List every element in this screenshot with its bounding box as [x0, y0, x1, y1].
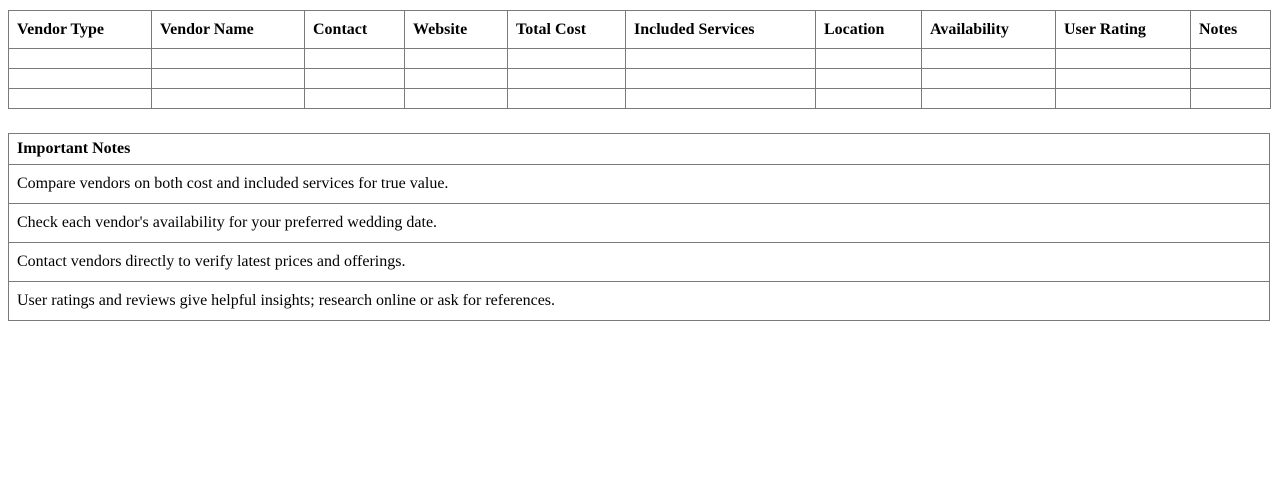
empty-cell [816, 49, 922, 69]
column-header-vendor-type: Vendor Type [9, 11, 152, 49]
note-row-2 [9, 204, 1270, 243]
empty-cell [626, 89, 816, 109]
empty-cell [1056, 89, 1191, 109]
empty-cell [922, 49, 1056, 69]
important-notes-title: Important Notes [9, 134, 1270, 165]
note-row-1 [9, 165, 1270, 204]
column-header-website: Website [405, 11, 508, 49]
empty-cell [626, 49, 816, 69]
empty-cell [1056, 69, 1191, 89]
empty-cell [626, 69, 816, 89]
column-header-availability: Availability [922, 11, 1056, 49]
empty-cell [152, 89, 305, 109]
empty-cell [816, 69, 922, 89]
empty-cell [405, 69, 508, 89]
empty-cell [922, 69, 1056, 89]
empty-cell [405, 49, 508, 69]
vendor-row-3 [9, 89, 1271, 109]
empty-cell [508, 49, 626, 69]
empty-cell [1056, 49, 1191, 69]
important-notes-header-row [9, 134, 1270, 165]
note-row-3 [9, 243, 1270, 282]
note-text: Contact vendors directly to verify latest prices and offerings. [9, 243, 1270, 282]
empty-cell [1191, 49, 1271, 69]
empty-cell [922, 89, 1056, 109]
column-header-user-rating: User Rating [1056, 11, 1191, 49]
empty-cell [152, 49, 305, 69]
empty-cell [152, 69, 305, 89]
empty-cell [508, 89, 626, 109]
vendor-table-header-row [9, 11, 1271, 49]
empty-cell [405, 89, 508, 109]
vendor-row-1 [9, 49, 1271, 69]
column-header-location: Location [816, 11, 922, 49]
empty-cell [305, 89, 405, 109]
column-header-contact: Contact [305, 11, 405, 49]
vendor-row-2 [9, 69, 1271, 89]
column-header-notes: Notes [1191, 11, 1271, 49]
column-header-total-cost: Total Cost [508, 11, 626, 49]
important-notes-table [8, 133, 1270, 321]
empty-cell [1191, 69, 1271, 89]
note-row-4 [9, 282, 1270, 321]
empty-cell [816, 89, 922, 109]
note-text: Check each vendor's availability for your preferred wedding date. [9, 204, 1270, 243]
empty-cell [1191, 89, 1271, 109]
empty-cell [9, 69, 152, 89]
note-text: Compare vendors on both cost and included services for true value. [9, 165, 1270, 204]
empty-cell [9, 89, 152, 109]
empty-cell [508, 69, 626, 89]
column-header-vendor-name: Vendor Name [152, 11, 305, 49]
empty-cell [305, 49, 405, 69]
empty-cell [9, 49, 152, 69]
empty-cell [305, 69, 405, 89]
note-text: User ratings and reviews give helpful insights; research online or ask for references. [9, 282, 1270, 321]
column-header-included-services: Included Services [626, 11, 816, 49]
vendor-comparison-table [8, 10, 1271, 109]
